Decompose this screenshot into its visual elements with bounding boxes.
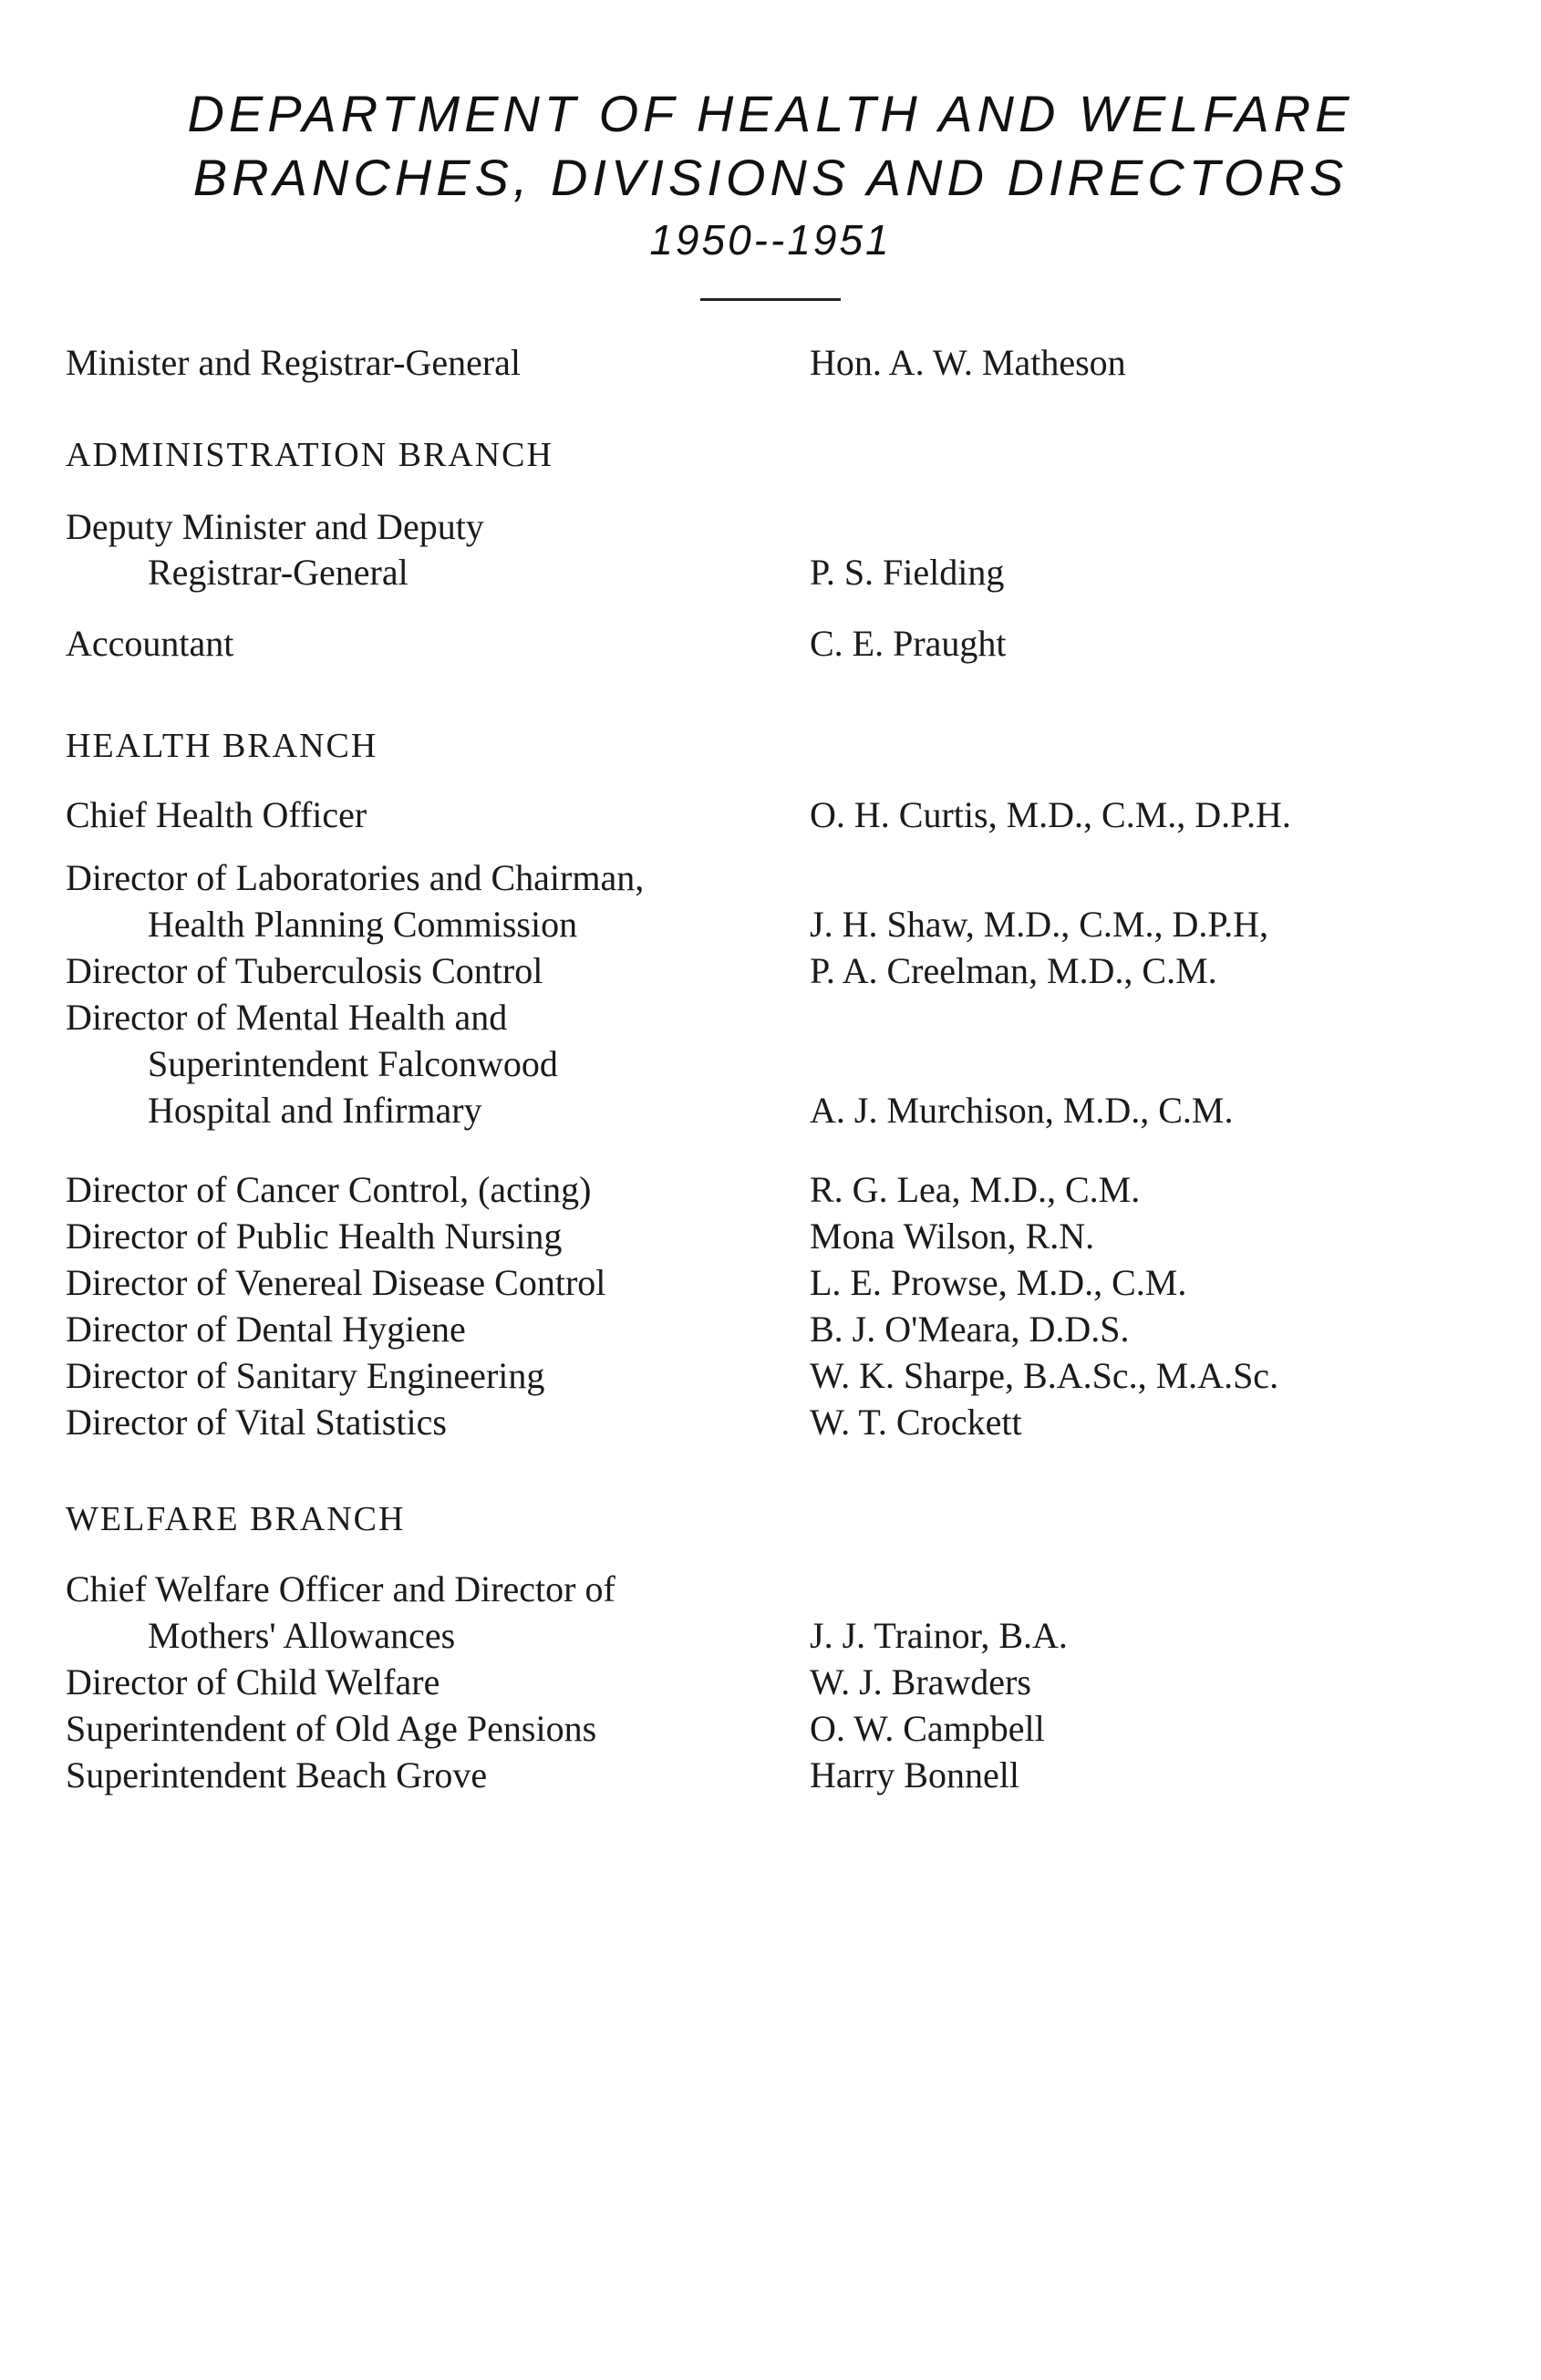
entry-name: C. E. Praught bbox=[810, 623, 1007, 664]
entry-title: Registrar-General bbox=[148, 552, 409, 593]
year-range: 1950--1951 bbox=[649, 216, 892, 264]
entry-title: Director of Sanitary Engineering bbox=[66, 1355, 545, 1396]
administration-branch-heading: ADMINISTRATION BRANCH bbox=[66, 436, 553, 474]
entry-title: Director of Vital Statistics bbox=[66, 1402, 447, 1443]
entry-title: Deputy Minister and Deputy bbox=[66, 506, 484, 547]
entry-name: P. S. Fielding bbox=[810, 552, 1005, 593]
entry-name: R. G. Lea, M.D., C.M. bbox=[810, 1169, 1141, 1210]
entry-title: Director of Tuberculosis Control bbox=[66, 950, 543, 991]
entry-title: Accountant bbox=[66, 623, 234, 664]
entry-name: P. A. Creelman, M.D., C.M. bbox=[810, 950, 1217, 991]
entry-title: Director of Laboratories and Chairman, bbox=[66, 857, 645, 898]
minister-name: Hon. A. W. Matheson bbox=[810, 342, 1126, 383]
entry-name: A. J. Murchison, M.D., C.M. bbox=[810, 1090, 1234, 1131]
entry-title: Director of Dental Hygiene bbox=[66, 1309, 466, 1350]
entry-name: B. J. O'Meara, D.D.S. bbox=[810, 1309, 1130, 1350]
entry-title: Superintendent of Old Age Pensions bbox=[66, 1708, 597, 1749]
entry-name: Harry Bonnell bbox=[810, 1754, 1019, 1795]
entry-title: Director of Child Welfare bbox=[66, 1661, 440, 1702]
entry-title: Chief Welfare Officer and Director of bbox=[66, 1568, 615, 1609]
entry-name: Mona Wilson, R.N. bbox=[810, 1216, 1095, 1257]
entry-title: Director of Public Health Nursing bbox=[66, 1216, 563, 1257]
entry-title: Superintendent Falconwood bbox=[148, 1043, 558, 1084]
entry-title: Hospital and Infirmary bbox=[148, 1090, 482, 1131]
page-title: DEPARTMENT OF HEALTH AND WELFARE bbox=[187, 85, 1354, 142]
entry-title: Director of Cancer Control, (acting) bbox=[66, 1169, 592, 1210]
entry-title: Director of Venereal Disease Control bbox=[66, 1262, 606, 1303]
welfare-branch-heading: WELFARE BRANCH bbox=[66, 1500, 406, 1538]
entry-title: Chief Health Officer bbox=[66, 794, 367, 835]
entry-name: J. H. Shaw, M.D., C.M., D.P.H, bbox=[810, 904, 1269, 945]
entry-title: Mothers' Allowances bbox=[148, 1615, 456, 1656]
entry-name: O. W. Campbell bbox=[810, 1708, 1045, 1749]
title-divider bbox=[700, 298, 841, 301]
entry-title: Director of Mental Health and bbox=[66, 997, 508, 1038]
health-branch-heading: HEALTH BRANCH bbox=[66, 727, 378, 765]
entry-name: O. H. Curtis, M.D., C.M., D.P.H. bbox=[810, 794, 1291, 835]
entry-name: W. J. Brawders bbox=[810, 1661, 1031, 1702]
page-subtitle: BRANCHES, DIVISIONS AND DIRECTORS bbox=[192, 149, 1349, 206]
minister-title: Minister and Registrar-General bbox=[66, 342, 522, 383]
entry-name: J. J. Trainor, B.A. bbox=[810, 1615, 1068, 1656]
entry-name: L. E. Prowse, M.D., C.M. bbox=[810, 1262, 1187, 1303]
entry-name: W. T. Crockett bbox=[810, 1402, 1022, 1443]
entry-title: Health Planning Commission bbox=[148, 904, 578, 945]
entry-title: Superintendent Beach Grove bbox=[66, 1754, 488, 1795]
entry-name: W. K. Sharpe, B.A.Sc., M.A.Sc. bbox=[810, 1355, 1279, 1396]
